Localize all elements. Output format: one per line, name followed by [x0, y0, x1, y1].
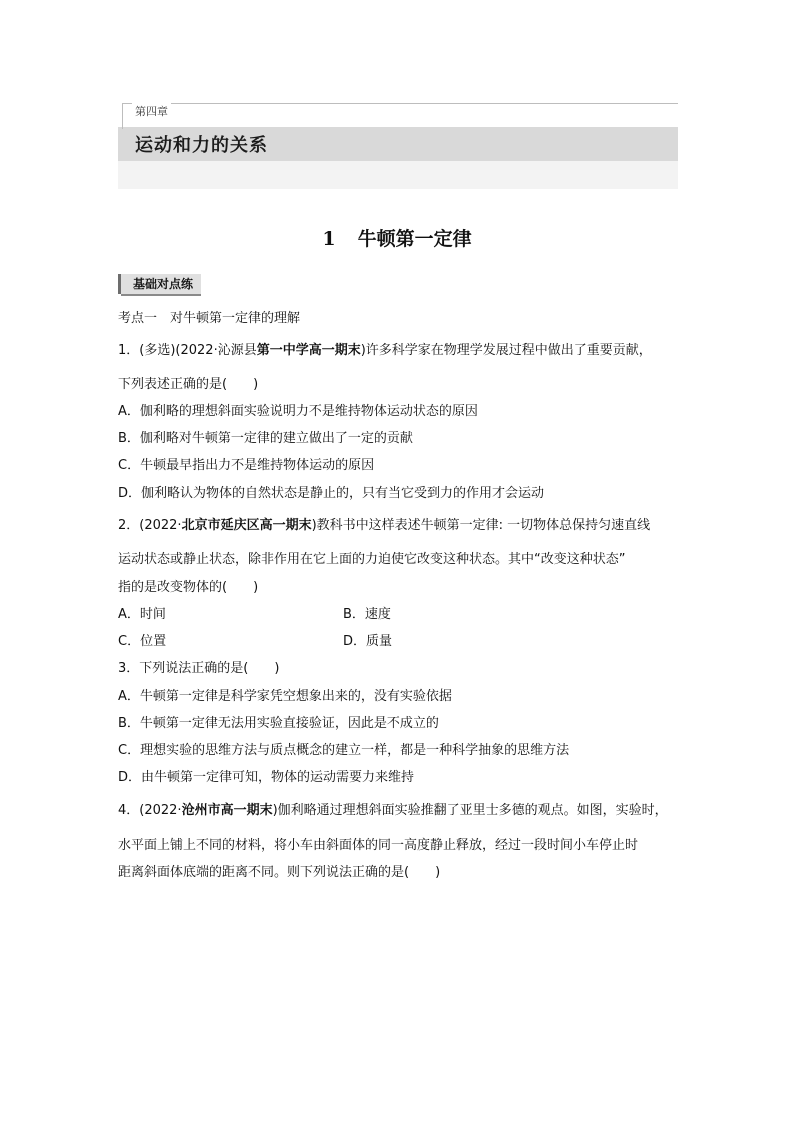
question-4-stem	[118, 802, 668, 820]
question-4-stem-line2: 水平面上铺上不同的材料，将小车由斜面体的同一高度静止释放，经过一段时间小车停止时	[118, 838, 639, 853]
topic-heading: 考点一 对牛顿第一定律的理解	[118, 311, 301, 326]
question-4-source: 沧州市高一期末	[181, 803, 273, 818]
question-1-text: )许多科学家在物理学发展过程中做出了重要贡献，	[360, 343, 652, 358]
question-2-stem	[118, 517, 650, 535]
practice-badge: 基础对点练	[118, 274, 201, 294]
question-1-source: 第一中学高一期末	[256, 343, 361, 358]
section-number: 1	[322, 228, 336, 250]
question-1-option-a: A．伽利略的理想斜面实验说明力不是维持物体运动状态的原因	[118, 404, 478, 419]
question-3-option-b: B．牛顿第一定律无法用实验直接验证，因此是不成立的	[118, 716, 439, 731]
question-4-stem-line3: 距离斜面体底端的距离不同。则下列说法正确的是( )	[118, 865, 441, 880]
question-1-stem	[118, 342, 652, 360]
question-2-option-a: A．时间	[118, 607, 166, 622]
chapter-title: 运动和力的关系	[135, 135, 268, 156]
question-1-option-d: D．伽利略认为物体的自然状态是静止的，只有当它受到力的作用才会运动	[118, 486, 545, 501]
question-3-option-a: A．牛顿第一定律是科学家凭空想象出来的，没有实验依据	[118, 689, 452, 704]
section-title-text: 牛顿第一定律	[357, 228, 472, 250]
question-3-option-d: D．由牛顿第一定律可知，物体的运动需要力来维持	[118, 770, 415, 785]
question-1-option-b: B．伽利略对牛顿第一定律的建立做出了一定的贡献	[118, 431, 413, 446]
banner-rule	[122, 103, 678, 104]
question-4-prefix: 4．(2022·	[118, 803, 182, 818]
question-2-option-b: B．速度	[343, 607, 391, 622]
question-2-stem-line3: 指的是改变物体的( )	[118, 580, 259, 595]
chapter-banner	[118, 99, 678, 189]
section-title	[0, 224, 794, 251]
question-2-option-c: C．位置	[118, 634, 167, 649]
question-1-option-c: C．牛顿最早指出力不是维持物体运动的原因	[118, 458, 375, 473]
question-1-stem-line2: 下列表述正确的是( )	[118, 377, 259, 392]
question-2-text: )教科书中这样表述牛顿第一定律: 一切物体总保持匀速直线	[311, 518, 651, 533]
banner-rule-left	[122, 103, 123, 129]
question-1-prefix: 1．(多选)(2022·沁源县	[118, 343, 257, 358]
question-2-source: 北京市延庆区高一期末	[181, 518, 312, 533]
question-2-prefix: 2．(2022·	[118, 518, 182, 533]
question-4-text: )伽利略通过理想斜面实验推翻了亚里士多德的观点。如图，实验时，	[272, 803, 668, 818]
question-2-option-d: D．质量	[343, 634, 393, 649]
question-3-stem: 3．下列说法正确的是( )	[118, 661, 280, 676]
question-3-option-c: C．理想实验的思维方法与质点概念的建立一样，都是一种科学抽象的思维方法	[118, 743, 570, 758]
chapter-label: 第四章	[132, 103, 171, 119]
question-2-stem-line2: 运动状态或静止状态，除非作用在它上面的力迫使它改变这种状态。其中“改变这种状态”	[118, 552, 626, 567]
